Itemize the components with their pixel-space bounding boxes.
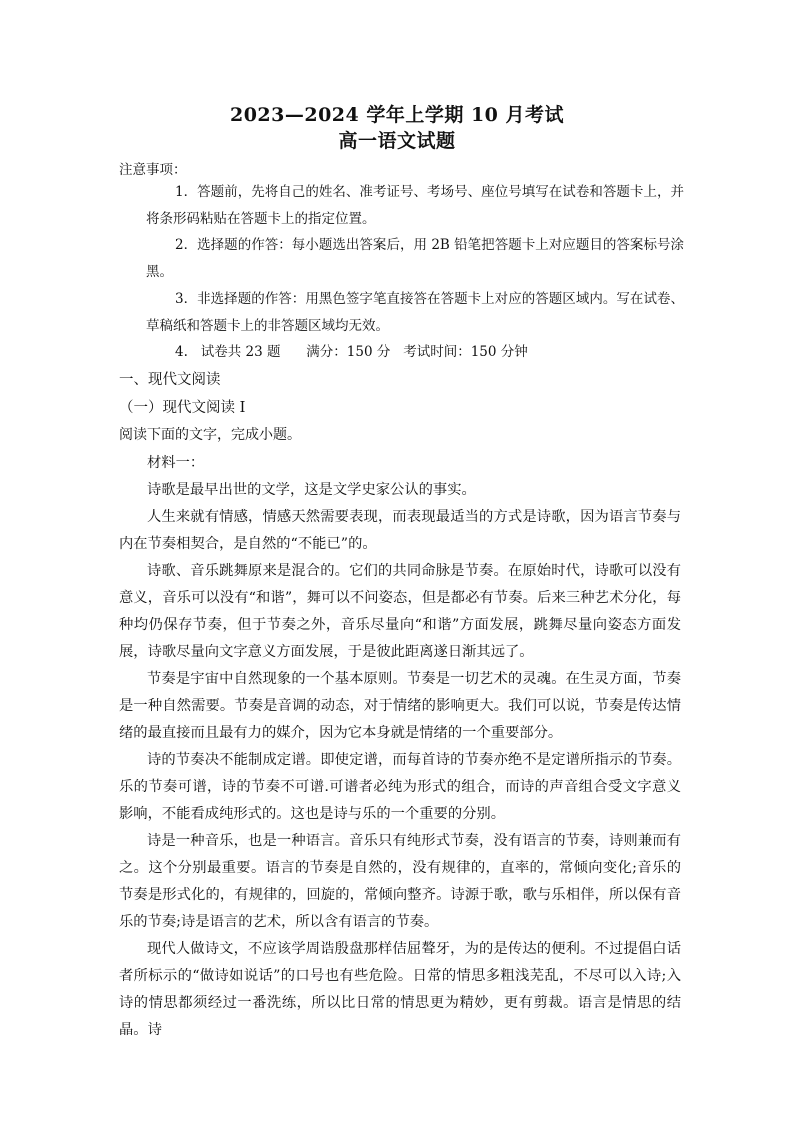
material-paragraph-5: 诗的节奏决不能制成定谱。即使定谱，而每首诗的节奏亦绝不是定谱所指示的节奏。乐的节奏可谱，诗的节奏不可谱.可谱者必纯为形式的组合，而诗的声音组合受文字意义影响，不能看成纯形式的。这也是诗与乐的一个重要的分别。 [119,752,681,822]
exam-title: 2023—2024 学年上学期 10 月考试 [229,104,565,126]
notice-item-2: 2．选择题的作答：每小题选出答案后，用 2B 铅笔把答题卡上对应题目的答案标号涂黑。 [146,237,684,280]
material-paragraph-6: 诗是一种音乐，也是一种语言。音乐只有纯形式节奏，没有语言的节奏，诗则兼而有之。这个分别最重要。语言的节奏是自然的，没有规律的，直率的，常倾向变化;音乐的节奏是形式化的，有规律的，回旋的，常倾向整齐。诗源于歌，歌与乐相伴，所以保有音乐的节奏;诗是语言的艺术，所以含有语言的节奏。 [119,833,681,930]
notice-item-1: 1．答题前，先将自己的姓名、准考证号、考场号、座位号填写在试卷和答题卡上，并将条形码粘贴在答题卡上的指定位置。 [146,184,684,227]
reading-instruction: 阅读下面的文字，完成小题。 [119,427,301,443]
material-paragraph-3: 诗歌、音乐跳舞原来是混合的。它们的共同命脉是节奏。在原始时代，诗歌可以没有意义，音乐可以没有“和谐”，舞可以不问姿态，但是都必有节奏。后来三种艺术分化，每种均仍保存节奏，但于节奏之外，音乐尽量向“和谐”方面发展，跳舞尽量向姿态方面发展，诗歌尽量向文字意义方面发展，于是彼此距离遂日渐其远了。 [119,563,681,660]
material-paragraph-1: 诗歌是最早出世的文学，这是文学史家公认的事实。 [147,482,476,498]
section-heading: 一、现代文阅读 [119,372,221,388]
exam-subtitle: 高一语文试题 [338,130,456,152]
notice-item-3: 3．非选择题的作答：用黑色签字笔直接答在答题卡上对应的答题区域内。写在试卷、草稿纸和答题卡上的非答题区域均无效。 [146,291,684,334]
notice-item-4: 4. 试卷共 23 题 满分：150 分 考试时间：150 分钟 [175,344,528,360]
material-paragraph-2: 人生来就有情感，情感天然需要表现，而表现最适当的方式是诗歌，因为语言节奏与内在节奏相契合，是自然的“不能已”的。 [119,509,681,552]
material-paragraph-7: 现代人做诗文，不应该学周诰殷盘那样佶屈聱牙，为的是传达的便利。不过提倡白话者所标示的“做诗如说话”的口号也有些危险。日常的情思多粗浅芜乱，不尽可以入诗;入诗的情思都须经过一番洗练，所以比日常的情思更为精妙，更有剪裁。语言是情思的结晶。诗 [119,941,681,1038]
material-label: 材料一： [147,455,205,471]
material-paragraph-4: 节奏是宇宙中自然现象的一个基本原则。节奏是一切艺术的灵魂。在生灵方面，节奏是一种自然需要。节奏是音调的动态，对于情绪的影响更大。我们可以说，节奏是传达情绪的最直接而且最有力的媒介，因为它本身就是情绪的一个重要部分。 [119,671,681,741]
subsection-heading: （一）现代文阅读 Ⅰ [119,400,246,416]
notice-heading: 注意事项： [119,162,187,178]
material-body [119,450,681,1044]
